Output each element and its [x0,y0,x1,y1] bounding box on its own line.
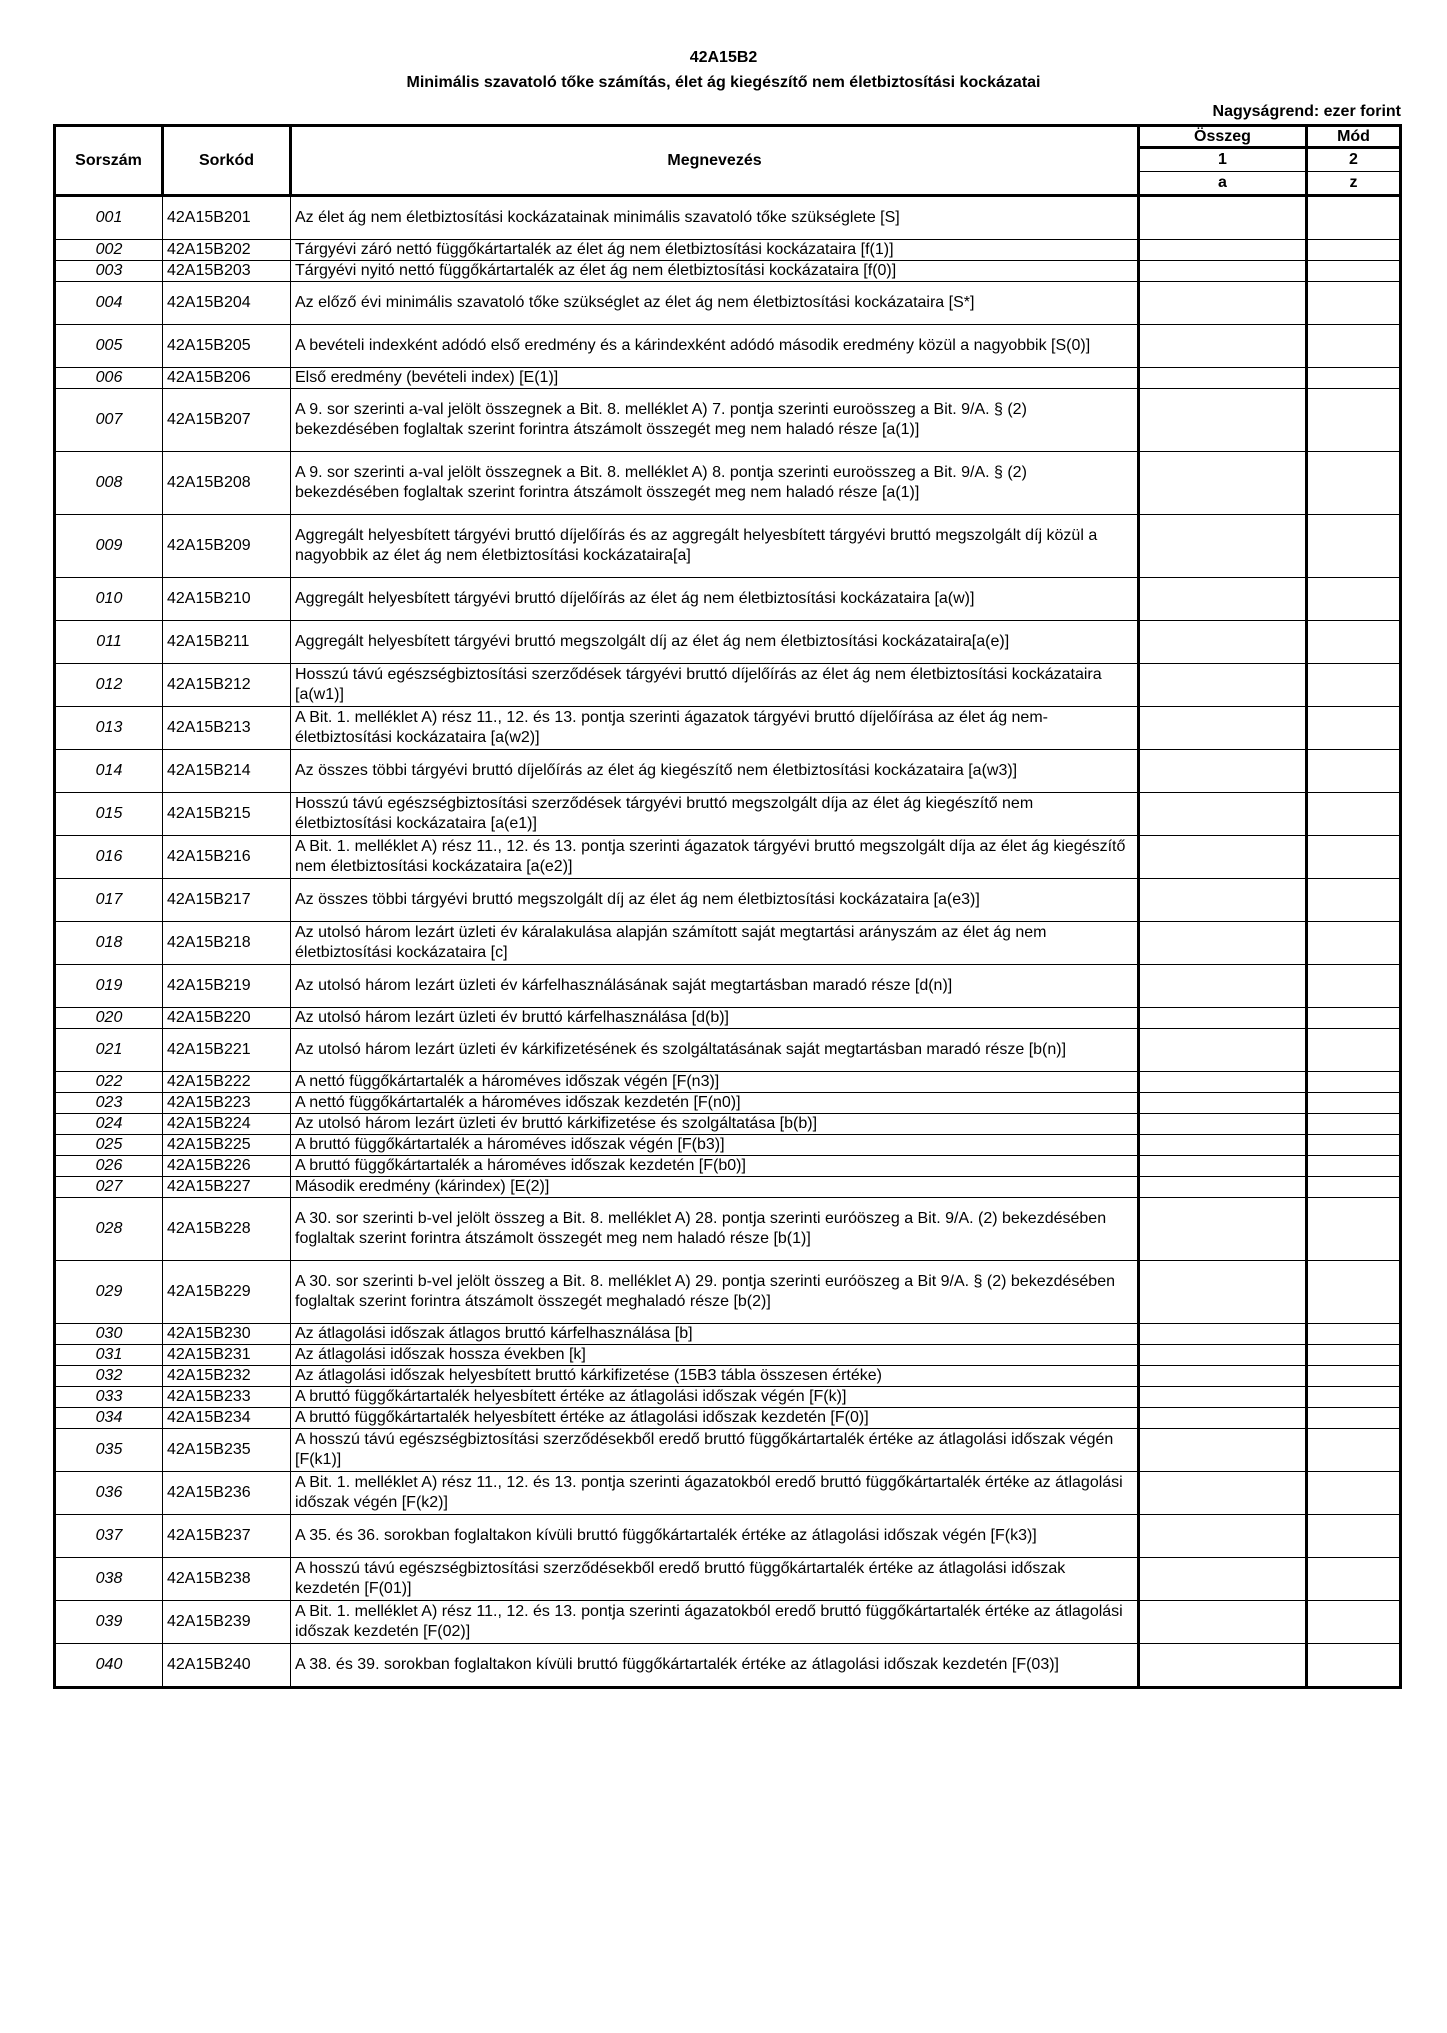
row-number: 008 [55,452,163,515]
row-number: 029 [55,1261,163,1324]
table-row [55,1601,1401,1644]
amount-cell [1139,1008,1307,1029]
table-row [55,452,1401,515]
row-number: 011 [55,621,163,664]
header-sorszam: Sorszám [55,126,163,196]
row-description: Az utolsó három lezárt üzleti év kárfelhasználásának saját megtartásban maradó része [d(n)] [291,965,1139,1008]
amount-cell [1139,1198,1307,1261]
row-description: Az utolsó három lezárt üzleti év bruttó kárfelhasználása [d(b)] [291,1008,1139,1029]
row-number: 016 [55,836,163,879]
table-row [55,389,1401,452]
row-number: 034 [55,1408,163,1429]
row-number: 003 [55,261,163,282]
mode-cell [1307,1408,1401,1429]
row-description: Az átlagolási időszak helyesbített bruttó kárkifizetése (15B3 tábla összesen értéke) [291,1366,1139,1387]
row-description: Tárgyévi nyitó nettó függőkártartalék az élet ág nem életbiztosítási kockázataira [f(0)] [291,261,1139,282]
table-row [55,750,1401,793]
row-description: A bruttó függőkártartalék helyesbített értéke az átlagolási időszak kezdetén [F(0)] [291,1408,1139,1429]
amount-cell [1139,196,1307,240]
row-code: 42A15B223 [163,1093,291,1114]
row-code: 42A15B220 [163,1008,291,1029]
row-code: 42A15B222 [163,1072,291,1093]
mode-cell [1307,1644,1401,1688]
row-code: 42A15B238 [163,1558,291,1601]
row-code: 42A15B235 [163,1429,291,1472]
row-description: A Bit. 1. melléklet A) rész 11., 12. és 13. pontja szerinti ágazatokból eredő bruttó függőkártartalék értéke az átlagolási időszak végén [F(k2)] [291,1472,1139,1515]
mode-cell [1307,707,1401,750]
table-row [55,1177,1401,1198]
table-row [55,282,1401,325]
amount-cell [1139,1601,1307,1644]
row-number: 021 [55,1029,163,1072]
mode-cell [1307,578,1401,621]
amount-cell [1139,707,1307,750]
mode-cell [1307,240,1401,261]
amount-cell [1139,282,1307,325]
table-row [55,1114,1401,1135]
amount-cell [1139,879,1307,922]
header-sorkod: Sorkód [163,126,291,196]
table-row [55,578,1401,621]
mode-cell [1307,1072,1401,1093]
row-description: Az átlagolási időszak hossza években [k] [291,1345,1139,1366]
amount-cell [1139,1472,1307,1515]
mode-cell [1307,1093,1401,1114]
header-osszeg: Összeg [1139,126,1307,148]
table-row [55,1198,1401,1261]
row-description: A Bit. 1. melléklet A) rész 11., 12. és 13. pontja szerinti ágazatokból eredő bruttó függőkártartalék értéke az átlagolási időszak kezdetén [F(02)] [291,1601,1139,1644]
amount-cell [1139,1114,1307,1135]
table-row [55,1515,1401,1558]
table-row [55,664,1401,707]
table-row [55,1408,1401,1429]
table-row [55,922,1401,965]
mode-cell [1307,664,1401,707]
amount-cell [1139,922,1307,965]
mode-cell [1307,325,1401,368]
amount-cell [1139,1261,1307,1324]
table-body [55,196,1401,1688]
row-code: 42A15B224 [163,1114,291,1135]
row-number: 030 [55,1324,163,1345]
mode-cell [1307,1135,1401,1156]
mode-cell [1307,965,1401,1008]
row-code: 42A15B239 [163,1601,291,1644]
row-description: Az előző évi minimális szavatoló tőke szükséglet az élet ág nem életbiztosítási kockázataira [S*] [291,282,1139,325]
row-number: 022 [55,1072,163,1093]
table-row [55,368,1401,389]
row-code: 42A15B225 [163,1135,291,1156]
row-number: 040 [55,1644,163,1688]
mode-cell [1307,196,1401,240]
row-number: 028 [55,1198,163,1261]
amount-cell [1139,793,1307,836]
row-number: 004 [55,282,163,325]
amount-cell [1139,965,1307,1008]
row-description: Hosszú távú egészségbiztosítási szerződések tárgyévi bruttó megszolgált díja az élet ág kiegészítő nem életbiztosítási kockázataira [a(e1)] [291,793,1139,836]
mode-cell [1307,922,1401,965]
amount-cell [1139,1093,1307,1114]
row-number: 007 [55,389,163,452]
row-code: 42A15B236 [163,1472,291,1515]
row-code: 42A15B231 [163,1345,291,1366]
amount-cell [1139,1177,1307,1198]
row-number: 025 [55,1135,163,1156]
amount-cell [1139,515,1307,578]
header-col2-number: 2 [1307,148,1401,172]
row-description: Az utolsó három lezárt üzleti év káralakulása alapján számított saját megtartási arányszám az élet ág nem életbiztosítási kockázataira [c] [291,922,1139,965]
row-description: A hosszú távú egészségbiztosítási szerződésekből eredő bruttó függőkártartalék értéke az átlagolási időszak kezdetén [F(01)] [291,1558,1139,1601]
row-code: 42A15B210 [163,578,291,621]
amount-cell [1139,836,1307,879]
data-table [53,124,1402,1689]
amount-cell [1139,1072,1307,1093]
row-description: Hosszú távú egészségbiztosítási szerződések tárgyévi bruttó díjelőírás az élet ág nem életbiztosítási kockázataira [a(w1)] [291,664,1139,707]
table-row [55,325,1401,368]
form-code: 42A15B2 [689,49,758,66]
row-code: 42A15B233 [163,1387,291,1408]
mode-cell [1307,1345,1401,1366]
row-code: 42A15B209 [163,515,291,578]
amount-cell [1139,1324,1307,1345]
row-code: 42A15B205 [163,325,291,368]
row-description: Aggregált helyesbített tárgyévi bruttó díjelőírás és az aggregált helyesbített tárgyévi bruttó megszolgált díj közül a nagyobbik az élet ág nem életbiztosítási kockázataira[a] [291,515,1139,578]
row-code: 42A15B201 [163,196,291,240]
row-code: 42A15B217 [163,879,291,922]
unit-label: Nagyságrend: ezer forint [1212,103,1401,120]
row-code: 42A15B221 [163,1029,291,1072]
row-number: 026 [55,1156,163,1177]
table-row [55,965,1401,1008]
row-code: 42A15B206 [163,368,291,389]
row-description: A 35. és 36. sorokban foglaltakon kívüli bruttó függőkártartalék értéke az átlagolási időszak végén [F(k3)] [291,1515,1139,1558]
row-code: 42A15B218 [163,922,291,965]
row-description: A Bit. 1. melléklet A) rész 11., 12. és 13. pontja szerinti ágazatok tárgyévi bruttó megszolgált díja az élet ág kiegészítő nem életbiztosítási kockázataira [a(e2)] [291,836,1139,879]
row-code: 42A15B211 [163,621,291,664]
row-code: 42A15B202 [163,240,291,261]
table-row [55,261,1401,282]
row-description: A bruttó függőkártartalék a hároméves időszak kezdetén [F(b0)] [291,1156,1139,1177]
mode-cell [1307,1366,1401,1387]
row-number: 031 [55,1345,163,1366]
table-row [55,836,1401,879]
row-number: 018 [55,922,163,965]
mode-cell [1307,836,1401,879]
row-number: 038 [55,1558,163,1601]
mode-cell [1307,261,1401,282]
table-row [55,1261,1401,1324]
row-number: 015 [55,793,163,836]
amount-cell [1139,261,1307,282]
row-number: 035 [55,1429,163,1472]
row-description: A 38. és 39. sorokban foglaltakon kívüli bruttó függőkártartalék értéke az átlagolási időszak kezdetén [F(03)] [291,1644,1139,1688]
row-number: 039 [55,1601,163,1644]
row-description: A nettó függőkártartalék a hároméves időszak kezdetén [F(n0)] [291,1093,1139,1114]
amount-cell [1139,1345,1307,1366]
row-number: 006 [55,368,163,389]
table-row [55,1072,1401,1093]
row-code: 42A15B204 [163,282,291,325]
mode-cell [1307,1029,1401,1072]
row-code: 42A15B229 [163,1261,291,1324]
row-description: Második eredmény (kárindex) [E(2)] [291,1177,1139,1198]
row-description: Aggregált helyesbített tárgyévi bruttó díjelőírás az élet ág nem életbiztosítási kockázataira [a(w)] [291,578,1139,621]
table-row [55,1387,1401,1408]
mode-cell [1307,515,1401,578]
row-code: 42A15B230 [163,1324,291,1345]
table-row [55,1008,1401,1029]
row-description: A bruttó függőkártartalék a hároméves időszak végén [F(b3)] [291,1135,1139,1156]
table-row [55,1366,1401,1387]
mode-cell [1307,1114,1401,1135]
mode-cell [1307,1601,1401,1644]
row-number: 036 [55,1472,163,1515]
amount-cell [1139,1515,1307,1558]
row-code: 42A15B234 [163,1408,291,1429]
table-row [55,1093,1401,1114]
table-row [55,1029,1401,1072]
row-code: 42A15B208 [163,452,291,515]
row-number: 033 [55,1387,163,1408]
row-description: Aggregált helyesbített tárgyévi bruttó megszolgált díj az élet ág nem életbiztosítási kockázataira[a(e)] [291,621,1139,664]
row-number: 032 [55,1366,163,1387]
row-number: 037 [55,1515,163,1558]
mode-cell [1307,621,1401,664]
row-description: A 9. sor szerinti a-val jelölt összegnek a Bit. 8. melléklet A) 7. pontja szerinti euroösszeg a Bit. 9/A. § (2) bekezdésében foglaltak szerint forintra átszámolt összegét meg nem haladó része [a(1)] [291,389,1139,452]
row-description: Az összes többi tárgyévi bruttó díjelőírás az élet ág kiegészítő nem életbiztosítási kockázataira [a(w3)] [291,750,1139,793]
row-code: 42A15B219 [163,965,291,1008]
row-description: A hosszú távú egészségbiztosítási szerződésekből eredő bruttó függőkártartalék értéke az átlagolási időszak végén [F(k1)] [291,1429,1139,1472]
table-row [55,793,1401,836]
row-description: A bevételi indexként adódó első eredmény és a kárindexként adódó második eredmény közül a nagyobbik [S(0)] [291,325,1139,368]
header-col2-letter: z [1307,172,1401,196]
amount-cell [1139,578,1307,621]
row-number: 002 [55,240,163,261]
amount-cell [1139,1029,1307,1072]
row-number: 023 [55,1093,163,1114]
row-code: 42A15B227 [163,1177,291,1198]
row-number: 019 [55,965,163,1008]
mode-cell [1307,282,1401,325]
amount-cell [1139,1644,1307,1688]
table-row [55,515,1401,578]
amount-cell [1139,664,1307,707]
row-code: 42A15B207 [163,389,291,452]
mode-cell [1307,1515,1401,1558]
amount-cell [1139,621,1307,664]
amount-cell [1139,368,1307,389]
amount-cell [1139,325,1307,368]
row-description: A nettó függőkártartalék a hároméves időszak végén [F(n3)] [291,1072,1139,1093]
row-description: Az összes többi tárgyévi bruttó megszolgált díj az élet ág nem életbiztosítási kockázataira [a(e3)] [291,879,1139,922]
row-code: 42A15B226 [163,1156,291,1177]
row-code: 42A15B214 [163,750,291,793]
table-row [55,1324,1401,1345]
row-number: 010 [55,578,163,621]
row-code: 42A15B213 [163,707,291,750]
row-description: A 30. sor szerinti b-vel jelölt összeg a Bit. 8. melléklet A) 29. pontja szerinti euróöszeg a Bit 9/A. § (2) bekezdésében foglaltak szerint forintra átszámolt összegét meghaladó része [b(2)] [291,1261,1139,1324]
row-number: 020 [55,1008,163,1029]
amount-cell [1139,1558,1307,1601]
amount-cell [1139,1366,1307,1387]
row-number: 014 [55,750,163,793]
row-code: 42A15B240 [163,1644,291,1688]
mode-cell [1307,750,1401,793]
amount-cell [1139,452,1307,515]
row-number: 017 [55,879,163,922]
mode-cell [1307,1008,1401,1029]
mode-cell [1307,1177,1401,1198]
table-row [55,1156,1401,1177]
table-row [55,621,1401,664]
row-description: Első eredmény (bevételi index) [E(1)] [291,368,1139,389]
form-title: Minimális szavatoló tőke számítás, élet ág kiegészítő nem életbiztosítási kockázatai [406,74,1041,91]
row-description: Az utolsó három lezárt üzleti év bruttó kárkifizetése és szolgáltatása [b(b)] [291,1114,1139,1135]
row-description: A bruttó függőkártartalék helyesbített értéke az átlagolási időszak végén [F(k)] [291,1387,1139,1408]
header-mod: Mód [1307,126,1401,148]
amount-cell [1139,1387,1307,1408]
amount-cell [1139,389,1307,452]
row-number: 005 [55,325,163,368]
row-number: 001 [55,196,163,240]
mode-cell [1307,1429,1401,1472]
row-code: 42A15B237 [163,1515,291,1558]
table-row [55,1558,1401,1601]
table-row [55,1429,1401,1472]
mode-cell [1307,1324,1401,1345]
row-code: 42A15B203 [163,261,291,282]
mode-cell [1307,793,1401,836]
table-row [55,1135,1401,1156]
mode-cell [1307,1387,1401,1408]
row-code: 42A15B216 [163,836,291,879]
row-description: Tárgyévi záró nettó függőkártartalék az élet ág nem életbiztosítási kockázataira [f(1)] [291,240,1139,261]
mode-cell [1307,1472,1401,1515]
row-code: 42A15B212 [163,664,291,707]
row-code: 42A15B215 [163,793,291,836]
amount-cell [1139,1156,1307,1177]
row-number: 027 [55,1177,163,1198]
header-megnevezes: Megnevezés [291,126,1139,196]
row-number: 024 [55,1114,163,1135]
amount-cell [1139,1408,1307,1429]
table-row [55,1472,1401,1515]
mode-cell [1307,1198,1401,1261]
row-description: Az utolsó három lezárt üzleti év kárkifizetésének és szolgáltatásának saját megtartásban maradó része [b(n)] [291,1029,1139,1072]
row-number: 009 [55,515,163,578]
table-row [55,1644,1401,1688]
row-description: A 30. sor szerinti b-vel jelölt összeg a Bit. 8. melléklet A) 28. pontja szerinti euróöszeg a Bit. 9/A. (2) bekezdésében foglaltak szerint forintra átszámolt összegét meg nem haladó része [b(1)] [291,1198,1139,1261]
mode-cell [1307,1261,1401,1324]
row-code: 42A15B228 [163,1198,291,1261]
row-description: Az átlagolási időszak átlagos bruttó kárfelhasználása [b] [291,1324,1139,1345]
table-row [55,196,1401,240]
row-number: 013 [55,707,163,750]
header-col1-number: 1 [1139,148,1307,172]
mode-cell [1307,368,1401,389]
row-number: 012 [55,664,163,707]
row-description: Az élet ág nem életbiztosítási kockázatainak minimális szavatoló tőke szükséglete [S] [291,196,1139,240]
mode-cell [1307,389,1401,452]
amount-cell [1139,750,1307,793]
table-row [55,1345,1401,1366]
header-col1-letter: a [1139,172,1307,196]
row-code: 42A15B232 [163,1366,291,1387]
table-row [55,240,1401,261]
amount-cell [1139,240,1307,261]
row-description: A 9. sor szerinti a-val jelölt összegnek a Bit. 8. melléklet A) 8. pontja szerinti euroösszeg a Bit. 9/A. § (2) bekezdésében foglaltak szerint forintra átszámolt összegét meg nem haladó része [a(1)] [291,452,1139,515]
mode-cell [1307,1156,1401,1177]
row-description: A Bit. 1. melléklet A) rész 11., 12. és 13. pontja szerinti ágazatok tárgyévi bruttó díjelőírása az élet ág nem-életbiztosítási kockázataira [a(w2)] [291,707,1139,750]
amount-cell [1139,1429,1307,1472]
table-row [55,879,1401,922]
mode-cell [1307,452,1401,515]
table-row [55,707,1401,750]
amount-cell [1139,1135,1307,1156]
mode-cell [1307,1558,1401,1601]
mode-cell [1307,879,1401,922]
